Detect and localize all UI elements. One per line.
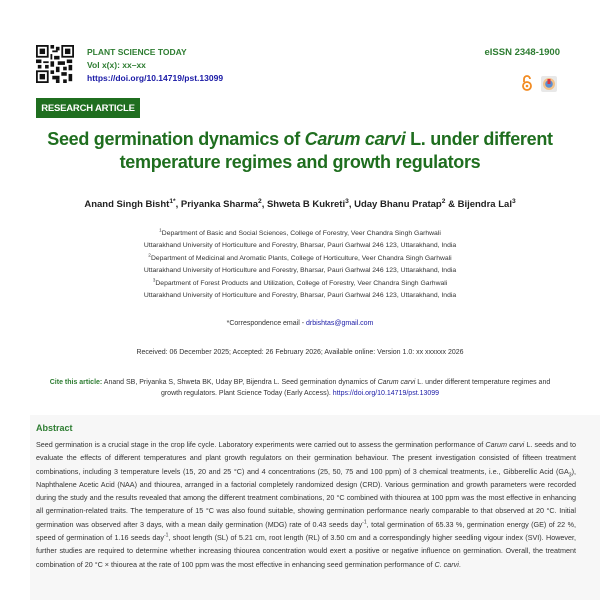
affil-line: Uttarakhand University of Horticulture and Forestry, Bharsar, Pauri Garhwal 246 123, Uttarakhand, India [143, 241, 457, 249]
eissn: eISSN 2348-1900 [484, 47, 560, 58]
author: Uday Bhanu Pratap [354, 199, 442, 210]
journal-name: PLANT SCIENCE TODAY [87, 47, 187, 57]
title-text: Seed germination dynamics of [47, 129, 305, 149]
separator: , [261, 199, 267, 210]
title-text: L. under different temperature regimes and growth regulators [119, 129, 553, 172]
cite-text: Anand SB, Priyanka S, Shweta BK, Uday BP, Bijendra L. Seed germination dynamics of [102, 379, 378, 386]
affil-line: Uttarakhand University of Horticulture and Forestry, Bharsar, Pauri Garhwal 246 123, Uttarakhand, India [143, 266, 457, 274]
correspondence-email-link[interactable]: drbishtas@gmail.com [305, 320, 374, 327]
author: Priyanka Sharma [180, 199, 258, 210]
affiliation-2 [0, 253, 600, 276]
correspondence-label: *Correspondence email - [226, 320, 306, 327]
title-species: Carum carvi [304, 129, 406, 149]
affil-line: Department of Basic and Social Sciences, College of Forestry, Veer Chandra Singh Garhwali [161, 230, 441, 237]
author-affil-sup: 1* [169, 197, 176, 205]
abstract-heading: Abstract [36, 423, 73, 433]
affiliation-3 [0, 278, 600, 301]
affil-line: Uttarakhand University of Horticulture and Forestry, Bharsar, Pauri Garhwal 246 123, Uttarakhand, India [143, 291, 457, 299]
author: Shweta B Kukreti [266, 199, 346, 210]
cite-species: Carum carvi [377, 379, 416, 386]
author-affil-sup: 2 [441, 197, 446, 205]
affiliations [0, 228, 600, 303]
author: Anand Singh Bisht [84, 199, 170, 210]
affil-line: Department of Medicinal and Aromatic Plants, College of Horticulture, Veer Chandra Singh Garhwali [150, 255, 452, 262]
article-title [20, 128, 580, 174]
affil-sup: 2 [148, 253, 151, 259]
cite-text: L. under different temperature regimes and growth regulators. Plant Science Today (Early Access). [160, 379, 551, 397]
abstract-run: Seed germination is a crucial stage in the crop life cycle. Laboratory experiments were carried out to assess the germination performance of [36, 440, 486, 449]
journal-doi-link[interactable]: https://doi.org/10.14719/pst.13099 [87, 73, 224, 83]
article-dates: Received: 06 December 2025; Accepted: 26 February 2026; Available online: Version 1.0: xx xxxxxx 2026 [136, 349, 464, 356]
author-affil-sup: 3 [511, 197, 516, 205]
citation [40, 377, 560, 399]
author: Bijendra Lal [457, 199, 512, 210]
abstract-sup: -1 [362, 519, 367, 526]
author-affil-sup: 2 [257, 197, 262, 205]
affil-line: Department of Forest Products and Utilization, College of Forestry, Veer Chandra Singh Garhwali [155, 280, 448, 287]
affil-sup: 3 [152, 278, 156, 284]
open-access-icon [521, 75, 533, 91]
separator: & [445, 199, 458, 210]
crossmark-icon[interactable] [541, 76, 557, 92]
abstract-run: ), Naphthalene Acetic Acid (NAA) and thiourea, arranged in a factorial completely randomized design (CRD). Various germination and growth parameters were recorded during the study and the results revealed that among the different treatment combinations, 20 °C combined with thiourea at 100 ppm was the most effective in enhancing all germination-related traits. The temperature of 15 °C was also found suitable, showing germination performance nearly comparable to that observed at 20 °C. Initial germination was observed after 3 days, with a mean daily germination (MDG) rate of 0.43 seeds day [36, 466, 576, 529]
abstract-sub: 3 [568, 472, 572, 479]
separator: , [175, 199, 181, 210]
abstract-run: , shoot length (SL) of 5.21 cm, root length (RL) of 3.50 cm and a correspondingly higher seedling vigour index (SVI). However, further studies are required to determine whether increasing thiourea concentration would exert a positive or negative influence on germination. Overall, the treatment combination of 20 °C × thiourea at the rate of 100 ppm was the most effective in enhancing seed germination performance of [36, 533, 576, 569]
author-list [0, 199, 600, 210]
abstract-run: , total germination of 65.33 %, germination energy (GE) of 22 %, speed of germination of 1.16 seeds day [36, 519, 576, 543]
affil-sup: 1 [159, 228, 162, 234]
qr-code-icon[interactable] [36, 44, 74, 84]
cite-doi-link[interactable]: https://doi.org/10.14719/pst.13099 [332, 390, 440, 397]
cite-label: Cite this article: [49, 379, 103, 386]
separator: , [348, 199, 355, 210]
journal-volume: Vol x(x): xx–xx [87, 60, 146, 70]
abstract-run: L. seeds and to evaluate the effects of different temperatures and plant growth regulators on their germination behaviour. The present investigation consisted of fifteen treatment combinations, including 3 temperature levels (15, 20 and 25 °C) and 4 concentrations (25, 50, 75 and 100 ppm) of 3 chemical treatments, i.e., Gibberellic Acid (GA [36, 440, 576, 476]
abstract-run: . [458, 559, 461, 569]
journal-info [87, 46, 223, 85]
abstract-species: C. carvi [434, 559, 459, 569]
abstract-text [36, 438, 576, 571]
abstract-sup: -1 [163, 532, 169, 539]
article-type-badge: RESEARCH ARTICLE [36, 98, 140, 118]
abstract-species: Carum carvi [485, 440, 525, 449]
author-affil-sup: 3 [345, 197, 349, 205]
affiliation-1 [0, 228, 600, 251]
correspondence [0, 320, 600, 327]
